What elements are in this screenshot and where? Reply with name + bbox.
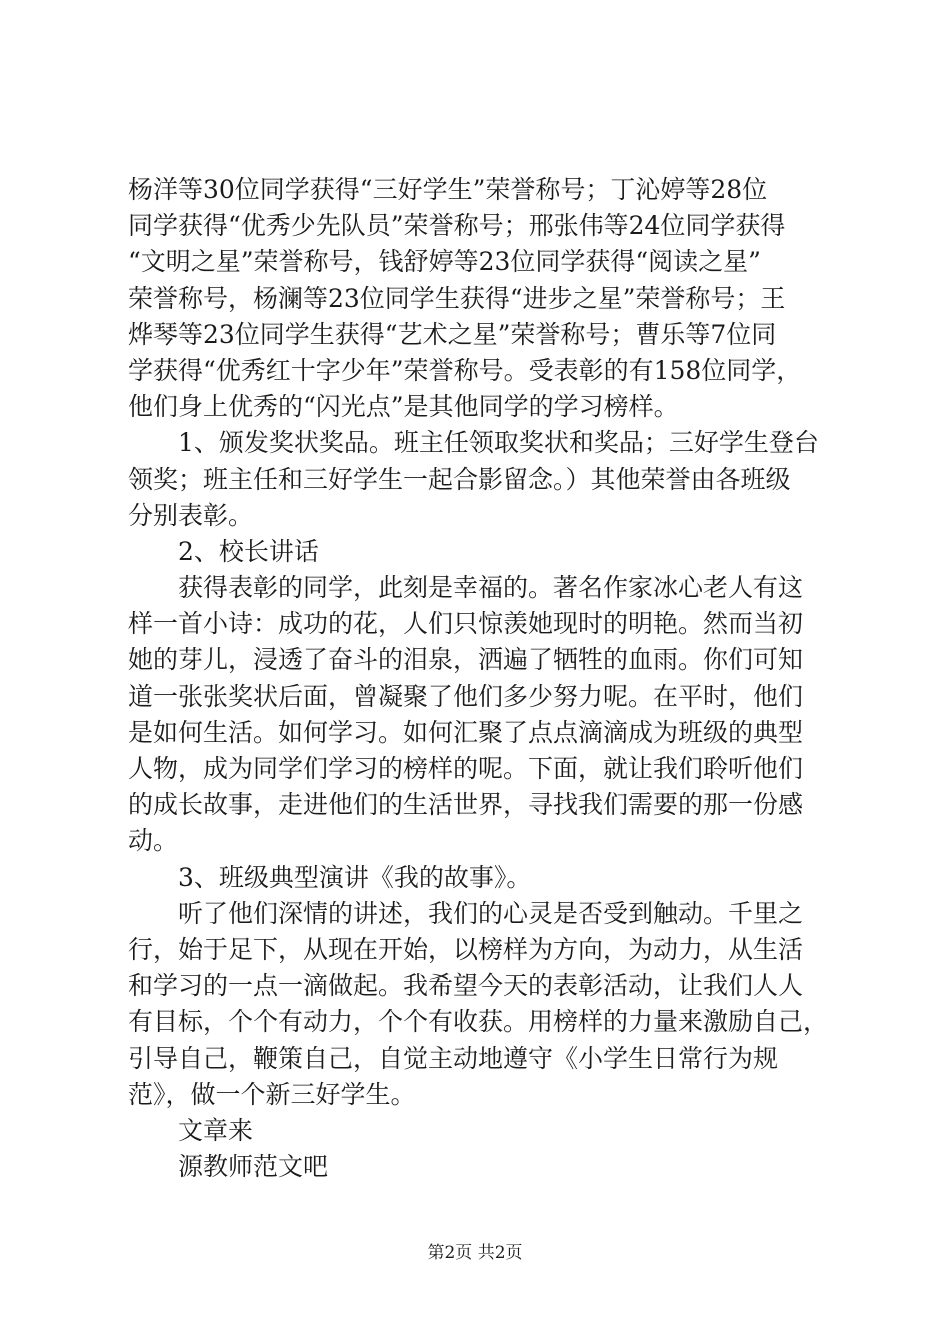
text-line: 是如何生活。如何学习。如何汇聚了点点滴滴成为班级的典型: [128, 717, 804, 747]
text-line: 烨琴等23位同学生获得“艺术之星”荣誉称号；曹乐等7位同: [128, 319, 777, 349]
text-line: 文章来: [178, 1115, 254, 1145]
text-line: 人物，成为同学们学习的榜样的呢。下面，就让我们聆听他们: [128, 754, 804, 783]
text-line: 行，始于足下，从现在开始，以榜样为方向，为动力，从生活: [128, 934, 804, 964]
text-line: 2、校长讲话: [178, 536, 319, 566]
text-line: 1、颁发奖状奖品。班主任领取奖状和奖品；三好学生登台: [178, 428, 819, 458]
text-line: 源教师范文吧: [178, 1152, 329, 1182]
text-line: 道一张张奖状后面，曾凝聚了他们多少努力呢。在平时，他们: [128, 681, 804, 711]
text-line: 样一首小诗：成功的花，人们只惊羡她现时的明艳。然而当初: [128, 609, 804, 639]
text-line: 他们身上优秀的“闪光点”是其他同学的学习榜样。: [128, 392, 679, 422]
text-line: 听了他们深情的讲述，我们的心灵是否受到触动。千里之: [178, 898, 804, 928]
text-line: 和学习的一点一滴做起。我希望今天的表彰活动，让我们人人: [128, 971, 804, 1001]
text-line: 范》，做一个新三好学生。: [128, 1079, 416, 1109]
text-line: 她的芽儿，浸透了奋斗的泪泉，洒遍了牺牲的血雨。你们可知: [128, 645, 804, 675]
text-line: 动。: [128, 826, 179, 856]
text-line: 杨洋等30位同学获得“三好学生”荣誉称号；丁沁婷等28位: [128, 175, 768, 204]
text-line: 分别表彰。: [128, 500, 254, 530]
page-footer: 第2页 共2页: [427, 1243, 523, 1263]
text-line: 有目标，个个有动力，个个有收获。用榜样的力量来激励自己，: [128, 1007, 829, 1037]
text-line: 荣誉称号，杨澜等23位同学生获得“进步之星”荣誉称号；王: [128, 283, 786, 313]
text-line: 获得表彰的同学，此刻是幸福的。著名作家冰心老人有这: [178, 573, 804, 603]
text-line: 领奖；班主任和三好学生一起合影留念。）其他荣誉由各班级: [128, 464, 791, 494]
text-line: 引导自己，鞭策自己，自觉主动地遵守《小学生日常行为规: [128, 1043, 779, 1073]
text-line: 同学获得“优秀少先队员”荣誉称号；邢张伟等24位同学获得: [128, 211, 786, 241]
document-body: [128, 172, 840, 1185]
text-line: 3、班级典型演讲《我的故事》。: [178, 862, 532, 892]
text-line: “文明之星”荣誉称号，钱舒婷等23位同学获得“阅读之星”: [128, 247, 761, 277]
text-line: 学获得“优秀红十字少年”荣誉称号。受表彰的有158位同学，: [128, 355, 802, 385]
text-line: 的成长故事，走进他们的生活世界，寻找我们需要的那一份感: [128, 790, 804, 820]
